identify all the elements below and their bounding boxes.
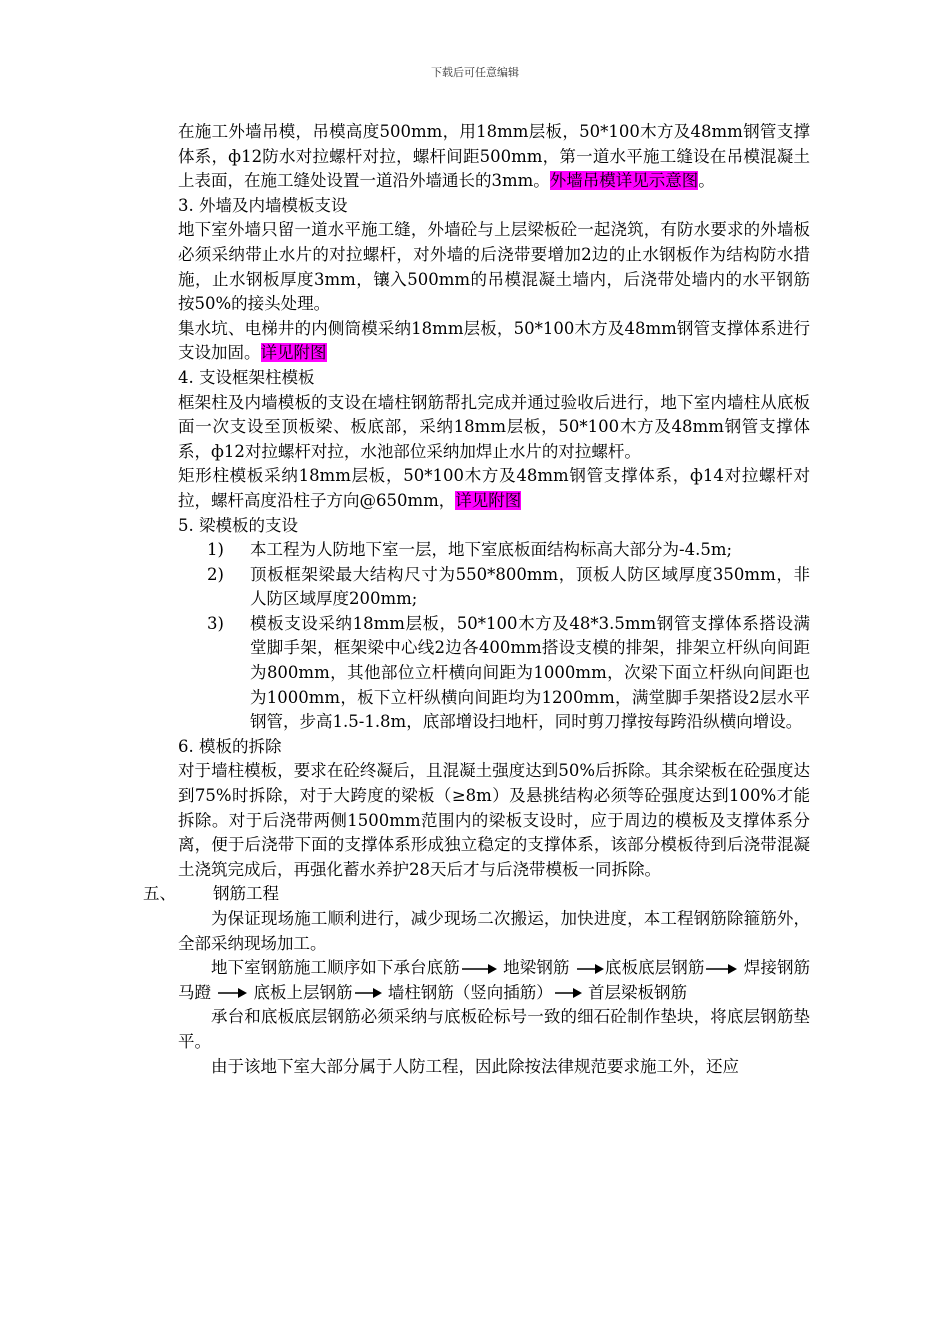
heading-5: 5. 梁模板的支设 [178,515,298,535]
document-body [143,120,811,1079]
paragraph-civil-defense: 由于该地下室大部分属于人防工程，因此除按法律规范要求施工外，还应 [211,1056,739,1076]
sequence-step: 地梁钢筋 [503,958,570,978]
paragraph-rebar-sequence [178,956,810,1005]
highlighted-reference: 详见附图 [455,490,522,510]
paragraph-frame-column: 框架柱及内墙模板的支设在墙柱钢筋帮扎完成并通过验收后进行，地下室内墙柱从底板面一次支设至顶板梁、板底部，采纳18mm层板，50*100木方及48mm钢管支撑体系，ф12对拉螺杆对拉，水池部位采纳加焊止水片的对拉螺杆。 [178,392,810,461]
heading-3: 3. 外墙及内墙模板支设 [178,195,348,215]
arrow-right-icon [575,963,605,975]
sequence-step: 底板底层钢筋 [604,958,705,978]
paragraph-text: 矩形柱模板采纳18mm层板，50*100木方及48mm钢管支撑体系，ф14对拉螺杆对拉，螺杆高度沿柱子方向@650mm， [178,466,810,510]
highlighted-reference: 详见附图 [260,343,327,363]
arrow-right-icon [704,963,738,975]
arrow-right-icon [353,987,383,999]
arrow-right-icon [460,963,498,975]
list-item-number: 1) [207,540,224,560]
paragraph-sump-pit [178,317,810,366]
paragraph-text: 在施工外墙吊模，吊模高度500mm，用18mm层板，50*100木方及48mm钢管支撑体系，ф12防水对拉螺杆对拉，螺杆间距500mm，第一道水平施工缝设在吊模混凝土上表面，在施工缝处设置一道沿外墙通长的3mm。 [178,122,810,191]
arrow-right-icon [553,987,583,999]
list-item-number: 2) [207,564,224,584]
heading-4: 4. 支设框架柱模板 [178,367,315,387]
page-header: 下载后可任意编辑 [431,66,519,79]
arrow-right-icon [216,987,248,999]
list-item-number: 3) [207,613,224,633]
heading-6: 6. 模板的拆除 [178,736,282,756]
section-title: 钢筋工程 [213,884,279,904]
list-item-text: 本工程为人防地下室一层，地下室底板面结构标高大部分为-4.5m; [250,540,733,560]
list-item [207,563,810,612]
paragraph-rebar-spacer: 承台和底板底层钢筋必须采纳与底板砼标号一致的细石砼制作垫块，将底层钢筋垫平。 [178,1007,810,1051]
list-item-text: 顶板框架梁最大结构尺寸为550*800mm，顶板人防区域厚度350mm，非人防区域厚度200mm; [250,564,810,609]
paragraph-wall-hanging-formwork [178,120,810,194]
paragraph-formwork-removal: 对于墙柱模板，要求在砼终凝后，且混凝土强度达到50%后拆除。其余梁板在砼强度达到75%时拆除，对于大跨度的梁板（≥8m）及悬挑结构必须等砼强度达到100%才能拆除。对于后浇带两侧1500mm范围内的梁板支设时，应于周边的模板及支撑体系分离，便于后浇带下面的支撑体系形成独立稳定的支撑体系，该部分模板待到后浇带混凝土浇筑完成后，再强化蓄水养护28天后才与后浇带模板一同拆除。 [178,761,810,879]
paragraph-text: 集水坑、电梯井的内侧筒模采纳18mm层板，50*100木方及48mm钢管支撑体系进行支设加固。 [178,318,810,363]
paragraph-end: 。 [698,171,715,191]
paragraph-rebar-intro: 为保证现场施工顺利进行，减少现场二次搬运，加快进度，本工程钢筋除箍筋外，全部采纳现场加工。 [178,909,810,953]
highlighted-reference: 外墙吊模详见示意图 [549,171,699,191]
sequence-lead: 地下室钢筋施工顺序如下承台底筋 [211,958,460,978]
sequence-step: 墙柱钢筋（竖向插筋） [387,982,553,1002]
sequence-step: 底板上层钢筋 [253,982,353,1002]
sequence-step: 首层梁板钢筋 [588,982,687,1002]
section-number: 五、 [143,884,176,904]
section-heading [143,882,810,907]
list-item [207,612,810,735]
sequence-step: 焊接钢筋马蹬 [178,958,811,1002]
list-item [207,538,810,563]
paragraph-rect-column [178,464,810,513]
list-item-text: 模板支设采纳18mm层板，50*100木方及48*3.5mm钢管支撑体系搭设满堂脚手架，框架梁中心线2边各400mm搭设支模的排架，排架立杆纵向间距为800mm，其他部位立杆横向间距为1000mm，次梁下面立杆纵向间距也为1000mm，板下立杆纵横向间距均为1200mm，满堂脚手架搭设2层水平钢管，步高1.5-1.8m，底部增设扫地杆，同时剪刀撑按每跨沿纵横向增设。 [250,613,810,732]
paragraph-exterior-wall: 地下室外墙只留一道水平施工缝，外墙砼与上层梁板砼一起浇筑，有防水要求的外墙板必须采纳带止水片的对拉螺杆，对外墙的后浇带要增加2边的止水钢板作为结构防水措施，止水钢板厚度3mm，镶入500mm的吊模混凝土墙内，后浇带处墙内的水平钢筋按50%的接头处理。 [178,220,810,314]
